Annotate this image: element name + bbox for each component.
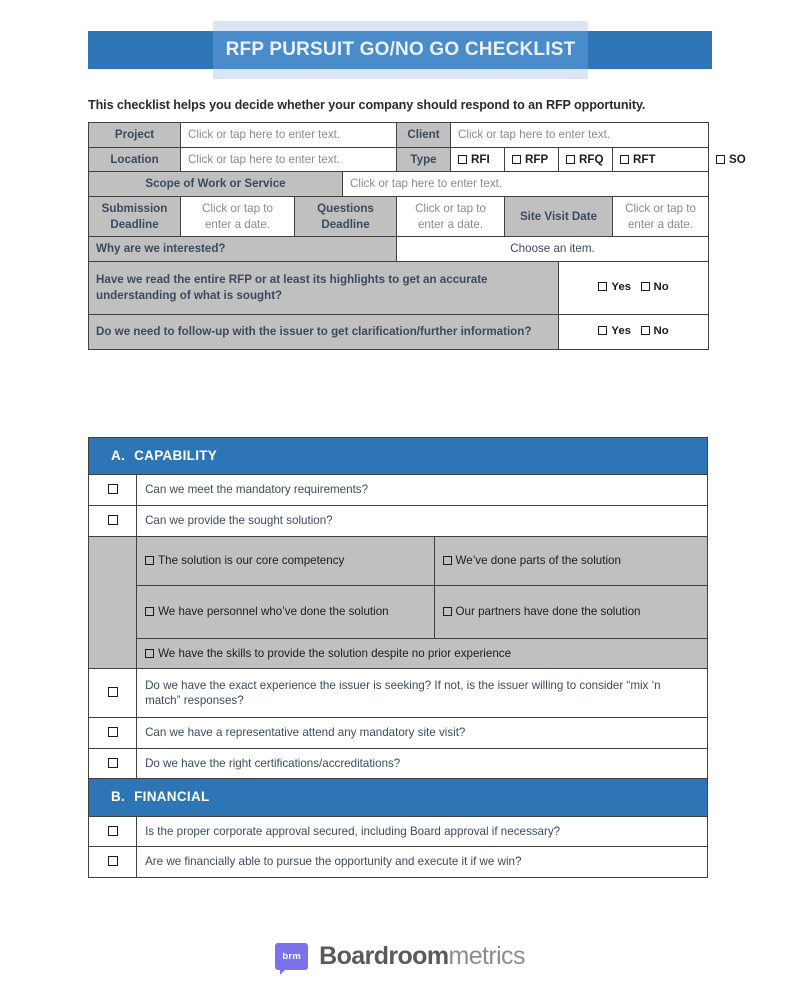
no-label: No [653,281,669,294]
option-label: Our partners have done the solution [455,604,641,618]
no-label: No [653,325,669,338]
brand-name [319,942,525,971]
section-label: FINANCIAL [134,789,210,805]
site-visit-date-input[interactable]: Click or tap to enter a date. [613,196,709,236]
checkbox-icon[interactable] [443,556,452,565]
table-row-why-interested [89,237,709,262]
item-checkbox[interactable] [89,475,137,506]
checkbox-icon[interactable] [620,155,629,164]
checkbox-icon[interactable] [145,556,154,565]
option-label: We have the skills to provide the solution despite no prior experience [158,646,512,660]
page-title: RFP PURSUIT GO/NO GO CHECKLIST [225,39,576,60]
questions-deadline-label: Questions Deadline [295,196,397,236]
yes-label: Yes [611,325,631,338]
item-label: Are we financially able to pursue the opportunity and execute it if we win? [137,847,708,878]
type-checkbox-rft[interactable] [613,147,709,172]
location-input[interactable]: Click or tap here to enter text. [181,147,397,172]
option-label: We have personnel who’ve done the solution [158,604,389,618]
scope-input[interactable]: Click or tap here to enter text. [343,172,709,197]
section-label: CAPABILITY [134,448,218,463]
project-label: Project [89,123,181,148]
document-header [0,0,800,100]
yes-label: Yes [611,281,631,294]
checkbox-icon[interactable] [641,326,650,335]
section-header-financial [89,779,708,816]
table-row [89,847,708,878]
checkbox-icon[interactable] [145,607,154,616]
intro-text: This checklist helps you decide whether your company should respond to an RFP opportunity. [88,98,646,112]
checkbox-icon[interactable] [108,484,118,494]
item-checkbox[interactable] [89,505,137,536]
read-rfp-yes-no[interactable] [559,261,709,314]
footer-logo [0,942,800,971]
checkbox-icon[interactable] [108,727,118,737]
type-checkbox-rfq[interactable] [559,147,613,172]
questions-deadline-input[interactable]: Click or tap to enter a date. [397,196,505,236]
table-row-read-rfp [89,261,709,314]
table-row-project-client [89,123,709,148]
table-row-location-type [89,147,709,172]
item-checkbox[interactable] [89,718,137,749]
item-label: Can we meet the mandatory requirements? [137,475,708,506]
project-input[interactable]: Click or tap here to enter text. [181,123,397,148]
type-label: Type [397,147,451,172]
option-personnel[interactable] [137,585,434,638]
option-skills-no-experience[interactable] [137,638,708,669]
checkbox-icon[interactable] [108,856,118,866]
project-details-table [88,122,746,350]
scope-label: Scope of Work or Service [89,172,343,197]
checklist-table [88,437,708,878]
option-core-competency[interactable] [137,536,434,585]
item-checkbox[interactable] [89,847,137,878]
read-rfp-question: Have we read the entire RFP or at least its highlights to get an accurate understanding of what is sought? [89,261,559,314]
checkbox-icon[interactable] [598,326,607,335]
table-row-solution-options-3 [89,638,708,669]
item-label: Can we provide the sought solution? [137,505,708,536]
item-checkbox[interactable] [89,748,137,779]
checkbox-icon[interactable] [598,282,607,291]
checkbox-icon[interactable] [108,687,118,697]
type-option-label: SO [729,152,746,166]
section-letter: B. [111,789,126,805]
checkbox-icon[interactable] [108,826,118,836]
submission-deadline-label: Submission Deadline [89,196,181,236]
checkbox-icon[interactable] [716,155,725,164]
table-row-solution-options-1 [89,536,708,585]
option-label: We’ve done parts of the solution [455,553,621,567]
item-checkbox[interactable] [89,816,137,847]
section-title-financial [89,779,708,816]
section-title-capability [89,438,708,475]
table-row-deadlines [89,196,709,236]
checkbox-icon[interactable] [458,155,467,164]
brand-name-light: metrics [448,942,525,970]
options-spacer [89,536,137,669]
checkbox-icon[interactable] [512,155,521,164]
checkbox-icon[interactable] [145,649,154,658]
checkbox-icon[interactable] [641,282,650,291]
item-label: Do we have the right certifications/accreditations? [137,748,708,779]
type-option-label: RFQ [579,152,604,166]
why-interested-select[interactable]: Choose an item. [397,237,709,262]
table-row-solution-options-2 [89,585,708,638]
site-visit-date-label: Site Visit Date [505,196,613,236]
table-row [89,748,708,779]
location-label: Location [89,147,181,172]
table-row-follow-up [89,314,709,349]
type-option-label: RFP [525,152,549,166]
item-checkbox[interactable] [89,669,137,718]
table-row-scope [89,172,709,197]
table-row [89,669,708,718]
checkbox-icon[interactable] [108,515,118,525]
option-label: The solution is our core competency [158,553,345,567]
brand-name-bold: Boardroom [319,942,449,970]
checkbox-icon[interactable] [566,155,575,164]
checkbox-icon[interactable] [108,758,118,768]
item-label: Is the proper corporate approval secured, including Board approval if necessary? [137,816,708,847]
follow-up-yes-no[interactable] [559,314,709,349]
why-interested-label: Why are we interested? [89,237,397,262]
option-partners[interactable] [434,585,707,638]
type-option-label: RFT [633,152,656,166]
brm-badge-text: brm [282,951,301,962]
table-row [89,718,708,749]
brm-badge-icon [275,943,308,970]
type-checkbox-rfp[interactable] [505,147,559,172]
follow-up-question: Do we need to follow-up with the issuer to get clarification/further information? [89,314,559,349]
type-checkbox-rfi[interactable] [451,147,505,172]
item-label: Do we have the exact experience the issuer is seeking? If not, is the issuer willing to consider “mix ‘n match” responses? [137,669,708,718]
section-header-capability [89,438,708,475]
checkbox-icon[interactable] [443,607,452,616]
table-row [89,505,708,536]
section-letter: A. [111,448,126,463]
item-label: Can we have a representative attend any mandatory site visit? [137,718,708,749]
table-row [89,475,708,506]
table-row [89,816,708,847]
option-done-parts[interactable] [434,536,707,585]
client-label: Client [397,123,451,148]
submission-deadline-input[interactable]: Click or tap to enter a date. [181,196,295,236]
type-option-label: RFI [471,152,490,166]
client-input[interactable]: Click or tap here to enter text. [451,123,709,148]
